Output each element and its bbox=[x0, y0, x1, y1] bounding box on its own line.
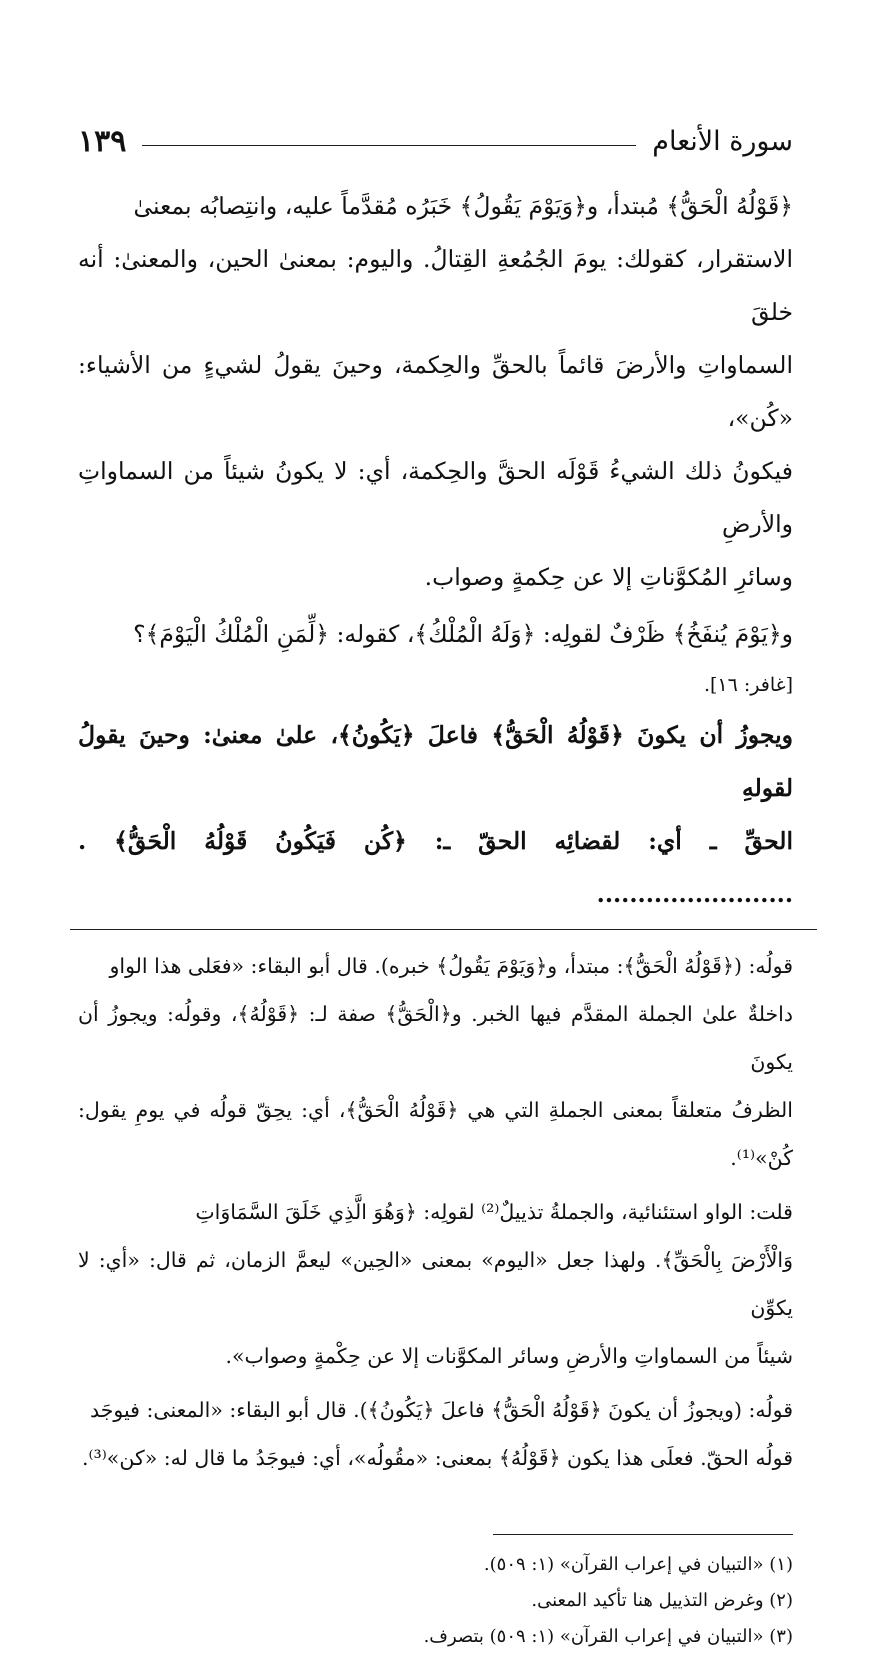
page-number: ١٣٩ bbox=[78, 123, 127, 159]
text-line: شيئاً من السماواتِ والأرضِ وسائر المكوَّنات إلا عن حِكْمةٍ وصواب». bbox=[225, 1344, 793, 1368]
main-paragraph-3 bbox=[78, 709, 793, 921]
book-page bbox=[78, 118, 793, 1655]
section-separator bbox=[70, 929, 817, 930]
main-paragraph-2 bbox=[78, 608, 793, 661]
footnote: (٢) وغرض التذييل هنا تأكيد المعنى. bbox=[531, 1590, 793, 1611]
commentary bbox=[78, 942, 793, 1482]
header-rule bbox=[142, 145, 636, 146]
text-line: الحقِّ ـ أي: لقضائِه الحقّ ـ: ﴿كُن فَيَكُونُ قَوْلُهُ الْحَقُّ﴾ . ........................ bbox=[78, 827, 793, 908]
text-line: قولُه الحقّ. فعلَى هذا يكون ﴿قَوْلُهُ﴾ بمعنى: «مقُولُه»، أي: فيوجَدُ ما قال له: «كن»⁽³⁾. bbox=[81, 1446, 793, 1470]
footnotes bbox=[78, 1547, 793, 1655]
commentary-paragraph-3 bbox=[78, 1386, 793, 1482]
text-line: قولُه: (ويجوزُ أن يكونَ ﴿قَوْلُهُ الْحَقُّ﴾ فاعلَ ﴿يَكُونُ﴾). قال أبو البقاء: «المعنى: فيوجَد bbox=[89, 1398, 793, 1422]
text-line: وسائرِ المُكوَّناتِ إلا عن حِكمةٍ وصواب. bbox=[424, 563, 793, 591]
quran-reference: [غافر: ١٦]. bbox=[703, 674, 793, 696]
text-line: قلت: الواو استئنائية، والجملةُ تذييلٌ⁽²⁾ لقولِه: ﴿وَهُوَ الَّذِي خَلَقَ السَّمَاوَاتِ bbox=[195, 1200, 793, 1224]
footnote: (١) «التبيان في إعراب القرآن» (١: ٥٠٩). bbox=[483, 1554, 793, 1575]
text-line: الاستقرار، كقولك: يومَ الجُمُعةِ القِتالُ. واليوم: بمعنىٰ الحين، والمعنىٰ: أنه خلقَ bbox=[78, 245, 793, 326]
text-line: السماواتِ والأرضَ قائماً بالحقِّ والحِكمة، وحينَ يقولُ لشيءٍ من الأشياء: «كُن»، bbox=[78, 351, 793, 432]
text-line: داخلةٌ علىٰ الجملة المقدَّم فيها الخبر. و﴿الْحَقُّ﴾ صفة لـ: ﴿قَوْلُهُ﴾، وقولُه: ويجوزُ أن يكونَ bbox=[78, 1002, 793, 1074]
surah-name: سورة الأنعام bbox=[652, 125, 793, 157]
footnote: (٣) «التبيان في إعراب القرآن» (١: ٥٠٩) بتصرف. bbox=[423, 1626, 793, 1647]
main-text bbox=[78, 180, 793, 921]
footnote-rule bbox=[493, 1534, 793, 1535]
main-paragraph-1 bbox=[78, 180, 793, 604]
text-line: فيكونُ ذلك الشيءُ قَوْلَه الحقَّ والحِكمة، أي: لا يكونُ شيئاً من السماواتِ والأرضِ bbox=[78, 457, 793, 538]
text-line: وَالْأَرْضَ بِالْحَقِّ﴾. ولهذا جعل «اليوم» بمعنى «الحِين» ليعمَّ الزمان، ثم قال: «أي: لا يكوِّن bbox=[78, 1248, 793, 1320]
text-line: ويجوزُ أن يكونَ ﴿قَوْلُهُ الْحَقُّ﴾ فاعلَ ﴿يَكُونُ﴾، علىٰ معنىٰ: وحينَ يقولُ لقولهِ bbox=[78, 721, 793, 802]
commentary-paragraph-1 bbox=[78, 942, 793, 1182]
text-line: الظرفُ متعلقاً بمعنى الجملةِ التي هي ﴿قَوْلُهُ الْحَقُّ﴾، أي: يحِقّ قولُه في يومِ يقول: كُنْ»⁽¹⁾. bbox=[78, 1098, 793, 1170]
text-line: و﴿يَوْمَ يُنفَخُ﴾ ظَرْفٌ لقولِه: ﴿وَلَهُ الْمُلْكُ﴾، كقوله: ﴿لِّمَنِ الْمُلْكُ الْيَوْمَ﴾؟ bbox=[133, 620, 793, 648]
text-line: قولُه: (﴿قَوْلُهُ الْحَقُّ﴾: مبتدأ، و﴿وَيَوْمَ يَقُولُ﴾ خبره). قال أبو البقاء: «فعَلى هذا الواو bbox=[109, 954, 793, 978]
text-line: ﴿قَوْلُهُ الْحَقُّ﴾ مُبتدأ، و﴿وَيَوْمَ يَقُولُ﴾ خَبَرُه مُقدَّماً عليه، وانتِصابُه بمعنىٰ bbox=[133, 192, 793, 220]
commentary-paragraph-2 bbox=[78, 1188, 793, 1380]
page-header bbox=[78, 118, 793, 164]
